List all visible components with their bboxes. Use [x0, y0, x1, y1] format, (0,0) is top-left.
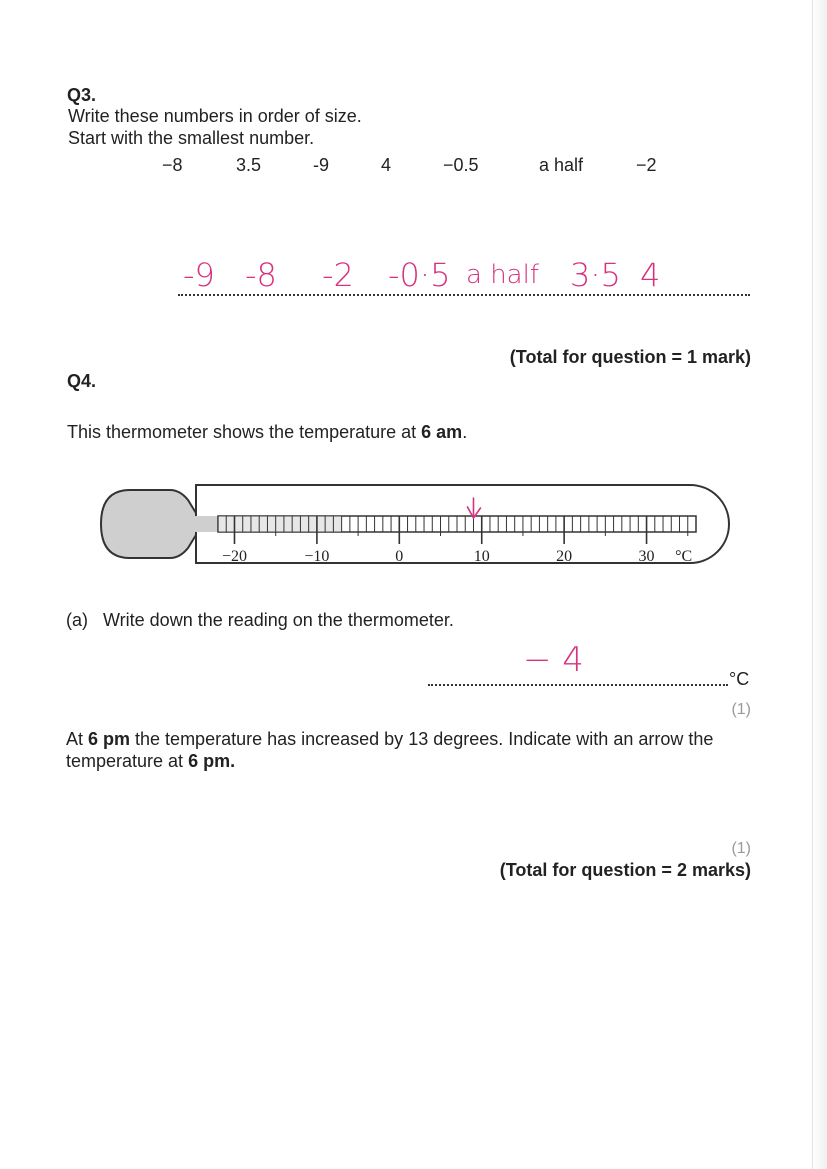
q3-number: 4	[381, 155, 392, 175]
q3-answer-item: -0·5	[388, 256, 451, 294]
q4a-answer-line	[428, 684, 728, 686]
q3-answer-line	[178, 294, 750, 296]
q3-number: −0.5	[443, 155, 479, 175]
thermometer-label: −20	[221, 548, 247, 565]
thermometer-label: 10	[473, 548, 490, 565]
thermometer-label: 20	[556, 548, 573, 565]
thermometer-label: 0	[395, 548, 404, 565]
q4b-text: temperature at	[66, 751, 189, 771]
q3-instruction-1: Write these numbers in order of size.	[68, 106, 362, 126]
q4b-question-line2	[66, 751, 235, 772]
q3-number: −2	[636, 155, 657, 175]
q4b-marks: (1)	[731, 840, 751, 857]
q4b-text: the temperature has increased by 13 degrees. Indicate with an arrow the	[130, 729, 714, 749]
thermometer-mercury	[218, 516, 341, 532]
q4-intro-end: .	[462, 422, 468, 442]
q3-answer-item: -8	[245, 256, 277, 294]
q3-number: 3.5	[236, 155, 262, 175]
thermometer-stem	[190, 516, 218, 532]
q4b-time: 6 pm	[88, 729, 131, 749]
q3-instruction-2: Start with the smallest number.	[68, 128, 315, 148]
q4b-text: At	[66, 729, 89, 749]
q4a-handwritten-answer: − 4	[523, 640, 584, 680]
q3-total-marks: (Total for question = 1 mark)	[509, 347, 751, 367]
thermometer-label: °C	[675, 548, 693, 565]
q4-label: Q4.	[67, 371, 97, 391]
q3-answer-item: a half	[466, 260, 539, 290]
q3-label: Q3.	[67, 85, 97, 105]
thermometer-label: −10	[304, 548, 330, 565]
q3-number: −8	[162, 155, 183, 175]
thermometer-label: 30	[638, 548, 655, 565]
q4-intro	[67, 422, 467, 443]
q4a-unit: °C	[729, 669, 750, 689]
thermometer-bulb	[101, 490, 196, 558]
q4-total-marks: (Total for question = 2 marks)	[499, 860, 751, 880]
q3-number: a half	[539, 155, 584, 175]
q3-answer-item: 4	[640, 256, 661, 294]
q4b-question-line1	[66, 729, 713, 750]
q3-number: -9	[313, 155, 330, 175]
q4a-label: (a)	[66, 610, 88, 630]
q4a-question: Write down the reading on the thermometer.	[103, 610, 454, 630]
q3-answer-item: 3·5	[570, 256, 621, 294]
q3-answer-item: -9	[183, 256, 215, 294]
q4b-time: 6 pm.	[188, 751, 236, 771]
thermometer	[0, 478, 827, 588]
q3-answer-item: -2	[322, 256, 354, 294]
q4-intro-text: This thermometer shows the temperature at	[67, 422, 422, 442]
q4a-marks: (1)	[731, 701, 751, 718]
q4-intro-time: 6 am	[421, 422, 463, 442]
